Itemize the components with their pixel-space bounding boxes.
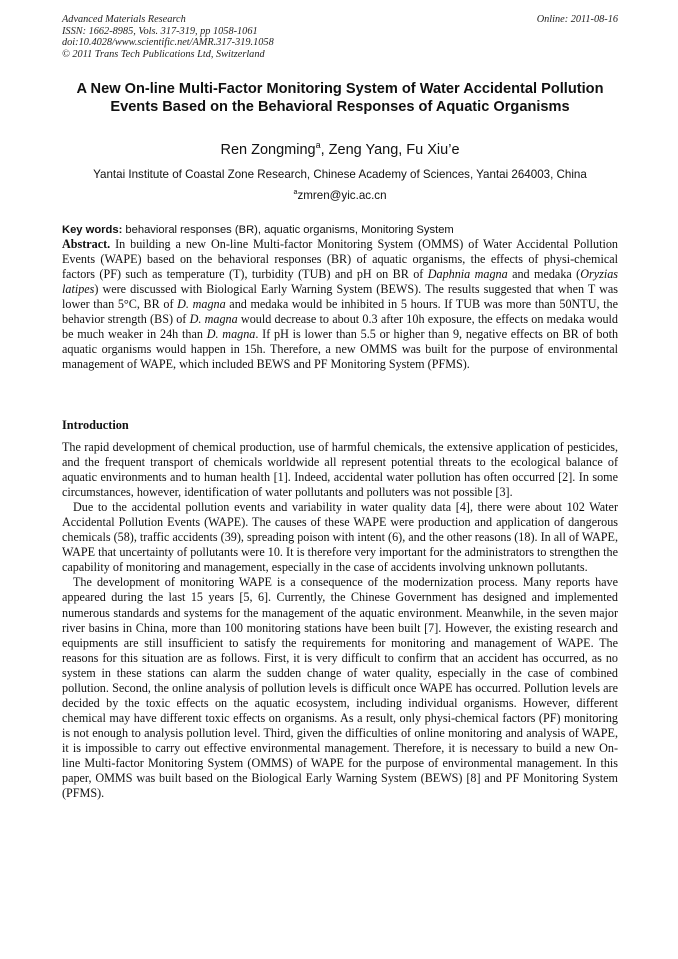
paragraph: Due to the accidental pollution events and variability in water quality data [4], there were about 102 Water Accidental Pollution Events (WAPE). The causes of these WAPE were production and application of dangerous chemicals (58), traffic accidents (39), spreading poison with intent (6), and the other reasons (18). In all of WAPE, WAPE that uncertainty of pollutants were 10. It is therefore very important for the administrators to strengthen the capability of monitoring and management, especially in the case of accidents involving unknown pollutants.: [62, 500, 618, 575]
abstract-text: and medaka would be inhibited in 5 hours. If TUB was more than 50NTU, the behavior strength (BS) of: [62, 297, 618, 327]
copyright-line: © 2011 Trans Tech Publications Ltd, Switzerland: [62, 48, 265, 60]
abstract-species: Oryzias latipes: [62, 267, 618, 297]
abstract-text: . If pH is lower than 5.5 or higher than 9, negative effects on BR of both aquatic organisms would happen in 15h. Therefore, a new OMMS was built for the purpose of environmental management of WAPE, which included BEWS and PF Monitoring System (PFMS).: [62, 327, 619, 372]
abstract-species: D. magna: [189, 312, 238, 327]
email-mark: a: [293, 187, 298, 197]
author-first: Ren Zongming: [220, 142, 316, 158]
keywords: [62, 224, 618, 236]
author-rest: , Zeng Yang, Fu Xiu’e: [320, 142, 460, 158]
abstract-species: D. magna: [177, 297, 226, 312]
paper-title: A New On-line Multi-Factor Monitoring System of Water Accidental Pollution Events Based on the Behavioral Responses of Aquatic Organisms: [76, 81, 604, 116]
email-address[interactable]: zmren@yic.ac.cn: [297, 189, 387, 202]
keywords-text: behavioral responses (BR), aquatic organisms, Monitoring System: [122, 224, 454, 236]
abstract-label: Abstract.: [62, 237, 111, 251]
introduction-body: [62, 440, 618, 801]
author-line: [62, 142, 618, 158]
abstract-text: In building a new On-line Multi-factor Monitoring System (OMMS) of Water Accidental Pollution Events (WAPE) based on the behavioral responses (BR) of aquatic organisms, the effects of physi-chemical factors (PF) such as temperature (T), turbidity (TUB) and pH on BR of: [62, 237, 618, 282]
online-date: Online: 2011-08-16: [536, 14, 618, 25]
author-affil-mark: a: [315, 140, 321, 151]
abstract: [62, 237, 618, 372]
paragraph: The development of monitoring WAPE is a consequence of the modernization process. Many reports have appeared during the last 15 years [5, 6]. Currently, the Chinese Government has designed and implemented numerous standards and systems for the management of the aquatic environment. Meanwhile, in the seven major river basins in China, more than 100 monitoring stations have been built [7]. However, the existing research and equipments are still insufficient to satisfy the requirements for monitoring and management of WAPE. The reasons for this situation are as follows. First, it is very difficult to confirm that an accident has occurred, as no system in these stations can alarm the sudden change of water quality, especially in the case of combined pollution. Second, the online analysis of pollution levels is difficult once WAPE has occurred. Pollution levels are decided by the toxic effects on the aquatic ecosystem, including individual organisms. However, different chemical may have different toxic effects on organisms. As a result, only physi-chemical factors (PF) monitoring is not enough to analysis pollution level. Third, given the difficulties of online monitoring and analysis of WAPE, it is impossible to carry out effective environmental management. Therefore, it is necessary to build a new On-line Multi-factor Monitoring System (OMMS) of WAPE for the purpose of environmental management. In this paper, OMMS was built based on the Biological Early Warning System (BEWS) [8] and PF Monitoring System (PFMS).: [62, 575, 618, 801]
journal-name: Advanced Materials Research: [62, 14, 186, 25]
abstract-text: and medaka (: [507, 267, 581, 282]
paragraph: The rapid development of chemical production, use of harmful chemicals, the extensive application of pesticides, and the frequent transport of chemicals worldwide all represent potential threats to the ecological balance of aquatic environments and to human health [1]. Indeed, accidental water pollution has often occurred [2]. In some circumstances, however, identification of water pollutants and polluters was not possible [3].: [62, 440, 618, 500]
abstract-text: ) were discussed with Biological Early Warning System (BEWS). The results suggested that when T was lower than 5°C, BR of: [62, 282, 618, 312]
keywords-label: Key words:: [62, 224, 123, 236]
doi-line[interactable]: doi:10.4028/www.scientific.net/AMR.317-319.1058: [62, 37, 274, 49]
section-heading-introduction: Introduction: [62, 418, 129, 432]
issn-line: ISSN: 1662-8985, Vols. 317-319, pp 1058-1061: [62, 25, 258, 37]
abstract-text: would decrease to about 0.3 after 10h exposure, the effects on medaka would be much weaker in 24h than: [62, 312, 618, 342]
journal-header: [62, 14, 618, 60]
abstract-species: D. magna: [206, 327, 256, 342]
affiliation: Yantai Institute of Coastal Zone Research, Chinese Academy of Sciences, Yantai 264003, China: [93, 168, 587, 181]
abstract-species: Daphnia magna: [427, 267, 508, 282]
email-line: [62, 189, 618, 202]
